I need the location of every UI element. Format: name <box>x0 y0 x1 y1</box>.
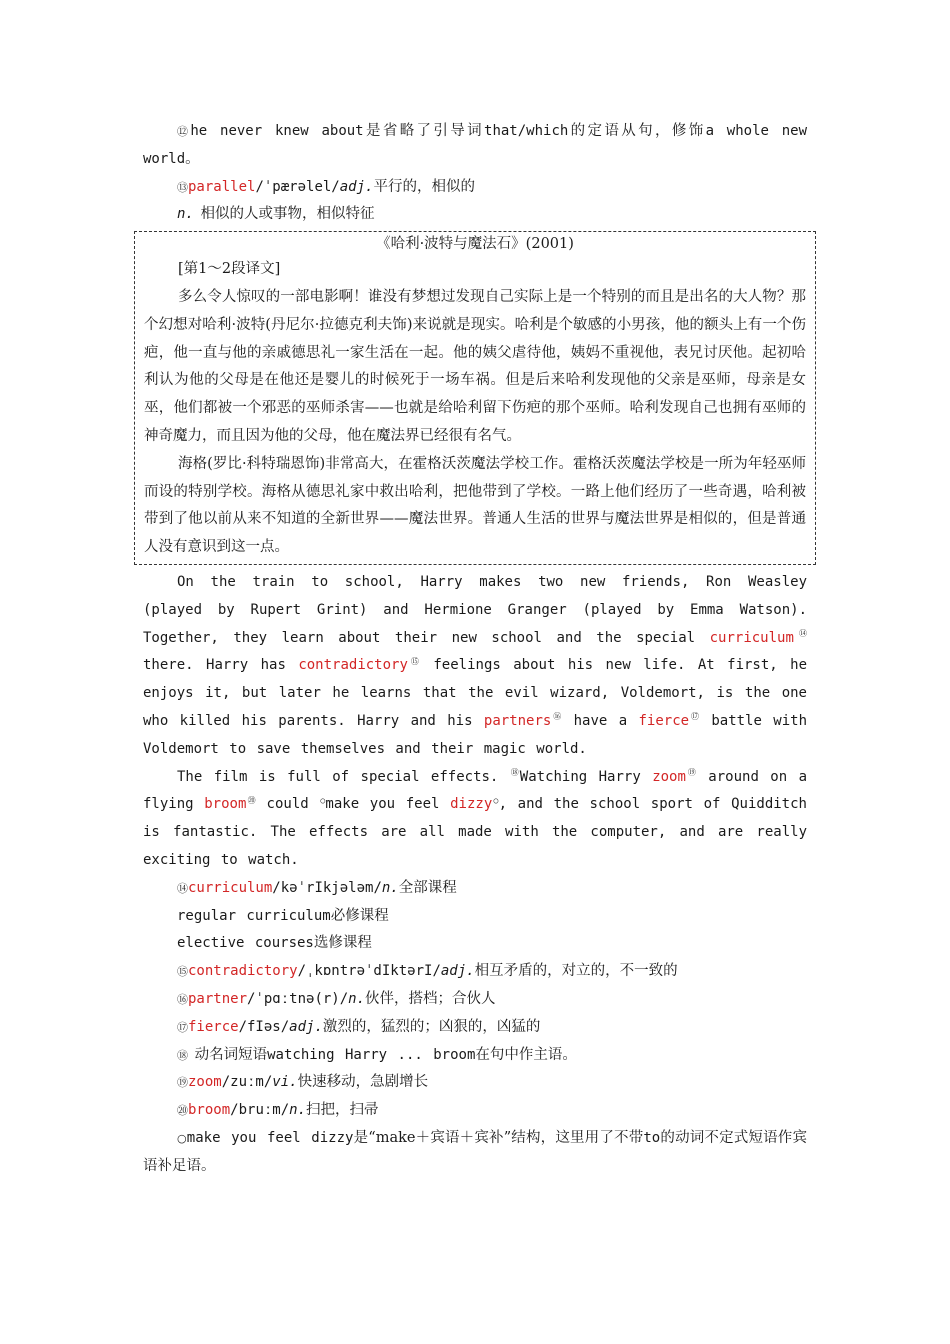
note-18: ⑱ 动名词短语watching Harry ... broom在句中作主语。 <box>177 1046 577 1063</box>
note-16: ⑯partner/ˈpɑːtnə(r)/n.伙伴，搭档；合伙人 <box>177 990 496 1007</box>
vocab-contradictory: contradictory <box>298 657 408 674</box>
passage-para-2: The film is full of special effects. ⑱Watching Harry zoom⑲ around on a flying broom⑳ could ○make you feel dizzy○, and the school sport of Quidditch is fantastic. The effects are all made with the computer, and are really exciting to watch. <box>143 767 807 868</box>
note-marker: ⑬ <box>177 180 188 194</box>
vocab-zoom: zoom <box>652 768 686 785</box>
vocab-partners: partners <box>483 712 552 729</box>
phonetic: /ˈpærəlel/ <box>255 178 340 195</box>
note-17: ⑰fierce/fIəs/adj.激烈的，猛烈的；凶狠的，凶猛的 <box>177 1018 541 1035</box>
translation-para-1: 多么令人惊叹的一部电影啊！谁没有梦想过发现自己实际上是一个特别的而且是出名的大人物？那个幻想对哈利·波特(丹尼尔·拉德克利夫饰)来说就是现实。哈利是个敏感的小男孩，他的额头上有一个伤疤，他一直与他的亲戚德思礼一家生活在一起。他的姨父虐待他，姨妈不重视他，表兄讨厌他。起初哈利认为他的父母是在他还是婴儿的时候死于一场车祸。但是后来哈利发现他的父亲是巫师，母亲是女巫，他们都被一个邪恶的巫师杀害——也就是给哈利留下伤疤的那个巫师。哈利发现自己也拥有巫师的神奇魔力，而且因为他的父母，他在魔法界已经很有名气。 <box>144 288 806 444</box>
box-title: 《哈利·波特与魔法石》(2001) <box>376 236 574 253</box>
box-subhead: [第1～2段译文] <box>178 261 281 278</box>
document-page <box>143 118 807 1180</box>
note-21: ○make you feel dizzy是“make＋宾语＋宾补”结构，这里用了不带to的动词不定式短语作宾语补足语。 <box>143 1129 807 1174</box>
translation-para-2: 海格(罗比·科特瑞恩饰)非常高大，在霍格沃茨魔法学校工作。霍格沃茨魔法学校是一所为年轻巫师而设的特别学校。海格从德思礼家中救出哈利，把他带到了学校。一路上他们经历了一些奇遇，哈利被带到了他以前从来不知道的全新世界——魔法世界。普通人生活的世界与魔法世界是相似的，但是普通人没有意识到这一点。 <box>144 455 806 556</box>
vocab-fierce: fierce <box>638 712 690 729</box>
note-14: ⑭curriculum/kəˈrIkjələm/n.全部课程 <box>177 879 457 896</box>
vocab-dizzy: dizzy <box>450 796 493 813</box>
passage-para-1: On the train to school, Harry makes two new friends, Ron Weasley (played by Rupert Grint) and Hermione Granger (played by Emma Watson). Together, they learn about their new school and the special curriculum⑭ there. Harry has contradictory⑮ feelings about his new life. At first, he enjoys it, but later he learns that the evil wizard, Voldemort, is the one who killed his parents. Harry and his partners⑯ have a fierce⑰ battle with Voldemort to save themselves and their magic world. <box>143 573 808 757</box>
vocab-broom: broom <box>204 796 247 813</box>
note-20: ⑳broom/bruːm/n.扫把，扫帚 <box>177 1102 379 1119</box>
note-14-example-1: regular curriculum必修课程 <box>177 907 389 924</box>
note-13-noun: n. 相似的人或事物，相似特征 <box>177 206 375 223</box>
note-15: ⑮contradictory/ˌkɒntrəˈdIktərI/adj.相互矛盾的，对立的，不一致的 <box>177 963 678 980</box>
vocab-notes <box>143 875 807 1181</box>
note-13: ⑬parallel/ˈpærəlel/adj.平行的，相似的 <box>177 178 475 195</box>
note-19: ⑲zoom/zuːm/vi.快速移动，急剧增长 <box>177 1074 429 1091</box>
vocab-word: parallel <box>188 178 256 195</box>
translation-box <box>134 231 816 565</box>
note-12: ⑫he never knew about是省略了引导词that/which的定语从句，修饰a whole new world。 <box>143 123 808 167</box>
vocab-curriculum: curriculum <box>709 629 794 646</box>
note-14-example-2: elective courses选修课程 <box>177 935 372 952</box>
note-marker: ⑫ <box>177 125 191 138</box>
